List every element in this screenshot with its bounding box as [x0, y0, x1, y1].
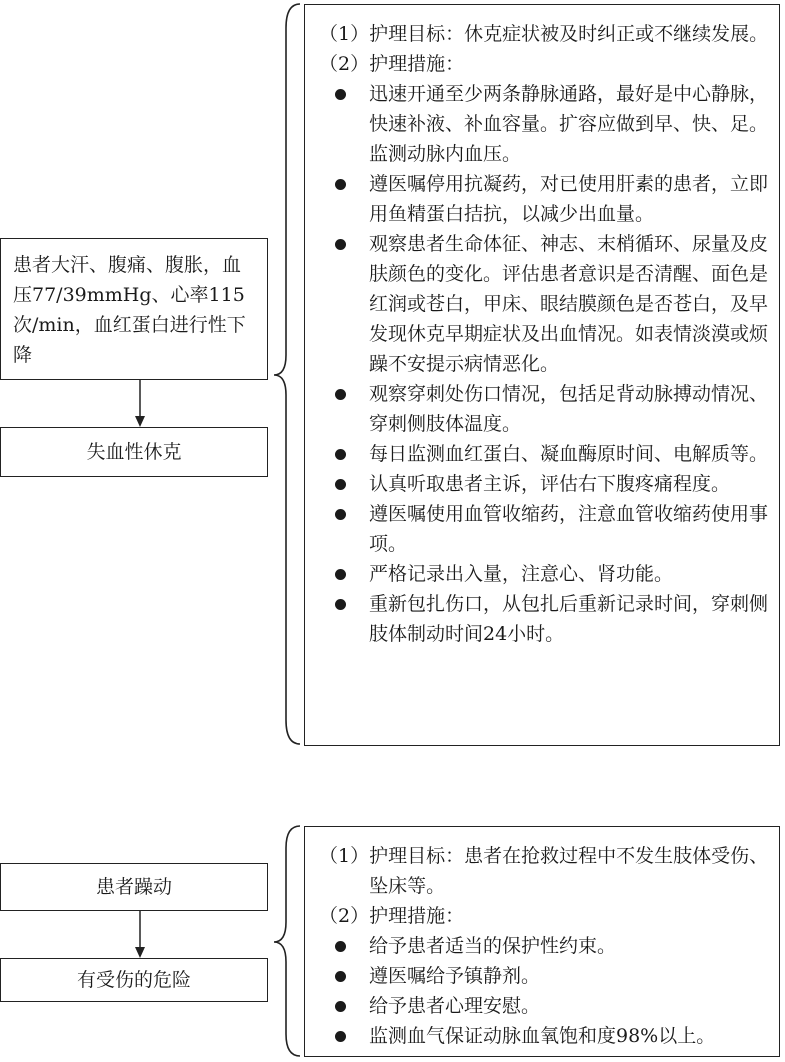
measure-item: 认真听取患者主诉，评估右下腹疼痛程度。	[319, 469, 769, 499]
nursing-goal-1	[319, 19, 769, 49]
measures-label-1: （2）	[319, 53, 370, 75]
condition-box-2	[0, 863, 268, 911]
measure-item: 观察患者生命体征、神志、末梢循环、尿量及皮肤颜色的变化。评估患者意识是否清醒、面色是红润或苍白，甲床、眼结膜颜色是否苍白，及早发现休克早期症状及出血情况。如表情淡漠或烦躁不安提示病情恶化。	[319, 229, 769, 379]
condition-box-1	[0, 238, 268, 380]
nursing-goal-2	[319, 841, 769, 901]
bullet-icon	[335, 179, 346, 190]
condition-text-1: 患者大汗、腹痛、腹胀，血压77/39mmHg、心率115次/min，血红蛋白进行性下降	[13, 254, 246, 366]
bullet-icon	[335, 479, 346, 490]
measure-item: 给予患者心理安慰。	[319, 991, 769, 1021]
measures-heading-text-1: 护理措施：	[369, 53, 465, 75]
measure-item: 重新包扎伤口，从包扎后重新记录时间，穿刺侧肢体制动时间24小时。	[319, 589, 769, 649]
bullet-icon	[335, 449, 346, 460]
measure-item: 严格记录出入量，注意心、肾功能。	[319, 559, 769, 589]
bullet-icon	[335, 1001, 346, 1012]
care-plan-box-2	[304, 826, 780, 1057]
measure-item: 遵医嘱停用抗凝药，对已使用肝素的患者，立即用鱼精蛋白拮抗，以减少出血量。	[319, 169, 769, 229]
bullet-icon	[335, 569, 346, 580]
bullet-icon	[335, 389, 346, 400]
diagnosis-text-1: 失血性休克	[86, 441, 182, 463]
brace-1	[270, 0, 306, 750]
goal-text-1: 护理目标：休克症状被及时纠正或不继续发展。	[369, 23, 769, 45]
measure-item: 给予患者适当的保护性约束。	[319, 931, 769, 961]
bullet-icon	[335, 89, 346, 100]
bullet-icon	[335, 239, 346, 250]
condition-text-2: 患者躁动	[95, 876, 172, 898]
bullet-icon	[335, 1031, 346, 1042]
arrow-2	[133, 911, 147, 959]
diagnosis-box-1	[0, 427, 268, 477]
bullet-icon	[335, 971, 346, 982]
bullet-icon	[335, 509, 346, 520]
nursing-measures-heading-1	[319, 49, 769, 79]
bullet-icon	[335, 599, 346, 610]
goal-label-2: （1）	[319, 845, 370, 867]
bullet-icon	[335, 941, 346, 952]
measure-item: 监测血气保证动脉血氧饱和度98%以上。	[319, 1021, 769, 1051]
measure-item: 迅速开通至少两条静脉通路，最好是中心静脉，快速补液、补血容量。扩容应做到早、快、足。监测动脉内血压。	[319, 79, 769, 169]
measure-item: 遵医嘱使用血管收缩药，注意血管收缩药使用事项。	[319, 499, 769, 559]
diagnosis-box-2	[0, 958, 268, 1002]
nursing-measures-heading-2	[319, 901, 769, 931]
goal-label-1: （1）	[319, 23, 370, 45]
diagnosis-text-2: 有受伤的危险	[76, 969, 191, 991]
measure-item: 每日监测血红蛋白、凝血酶原时间、电解质等。	[319, 439, 769, 469]
measures-heading-text-2: 护理措施：	[369, 905, 465, 927]
goal-text-2: 护理目标：患者在抢救过程中不发生肢体受伤、坠床等。	[369, 845, 769, 897]
arrow-1	[133, 380, 147, 428]
measure-item: 观察穿刺处伤口情况，包括足背动脉搏动情况、穿刺侧肢体温度。	[319, 379, 769, 439]
brace-2	[270, 822, 306, 1062]
measures-label-2: （2）	[319, 905, 370, 927]
care-plan-box-1	[304, 4, 780, 746]
measure-item: 遵医嘱给予镇静剂。	[319, 961, 769, 991]
